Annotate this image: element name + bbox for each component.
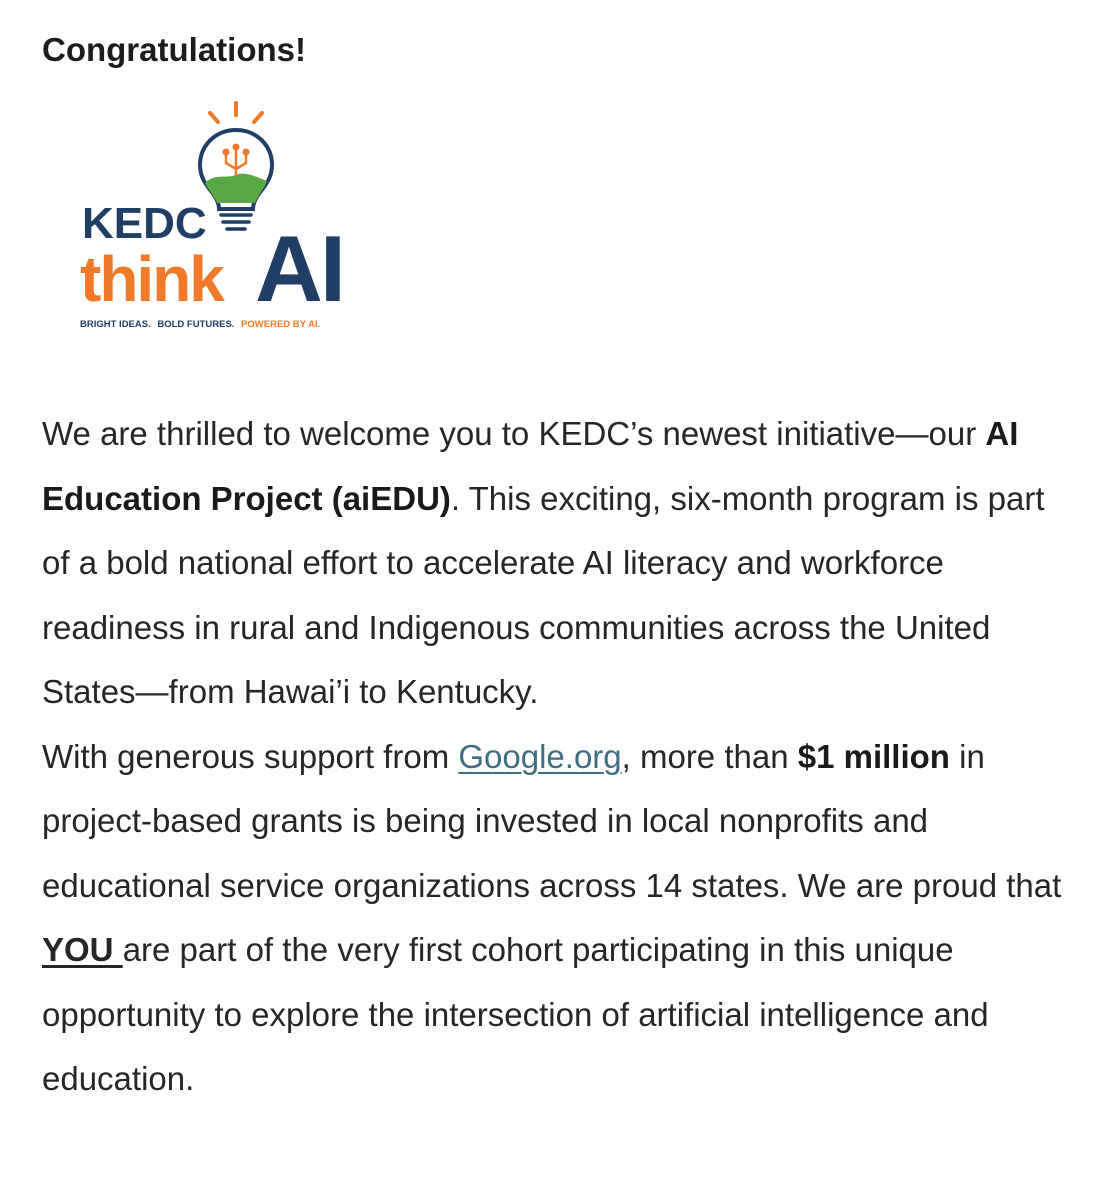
paragraph-welcome-lead: We are thrilled to welcome you to KEDC’s newest initiative—our (42, 415, 986, 452)
logo-think-text: think (80, 243, 223, 315)
google-org-link[interactable]: Google.org (458, 737, 622, 775)
paragraph-support (42, 725, 1072, 1112)
light-rays-icon (210, 103, 262, 122)
logo-tagline-part1: BRIGHT IDEAS. (80, 319, 151, 330)
logo-tagline-part2: BOLD FUTURES. (157, 319, 235, 330)
message-text (42, 402, 1072, 1112)
lightbulb-icon (200, 130, 272, 229)
paragraph-welcome (42, 402, 1072, 725)
logo-tagline-part3: POWERED BY AI. (241, 319, 321, 330)
kedc-thinkai-logo (80, 95, 425, 335)
greeting-heading: Congratulations! (42, 31, 306, 68)
project-name: AI Education Project (aiEDU) (42, 415, 1019, 517)
logo-ai-text: AI (255, 216, 343, 321)
paragraph-support-middle: , more than (621, 737, 798, 775)
paragraph-welcome-rest: . This exciting, six-month program is part of a bold national effort to accelerate AI literacy and workforce readiness in rural and Indigenous communities across the United States—from Hawai’i to Kentucky. (42, 479, 1045, 710)
logo-kedc-text: KEDC (82, 199, 207, 248)
you-emphasis: YOU (42, 931, 123, 968)
logo-tagline (80, 319, 320, 330)
grant-amount: $1 million (797, 737, 950, 775)
paragraph-support-lead: With generous support from (42, 737, 459, 775)
paragraph-support-tail: are part of the very first cohort participating in this unique opportunity to explore the intersection of artificial intelligence and education. (42, 931, 989, 1097)
paragraph-support-after-amount: in project-based grants is being invested in local nonprofits and educational service organizations across 14 states. We are proud that (42, 737, 1062, 904)
